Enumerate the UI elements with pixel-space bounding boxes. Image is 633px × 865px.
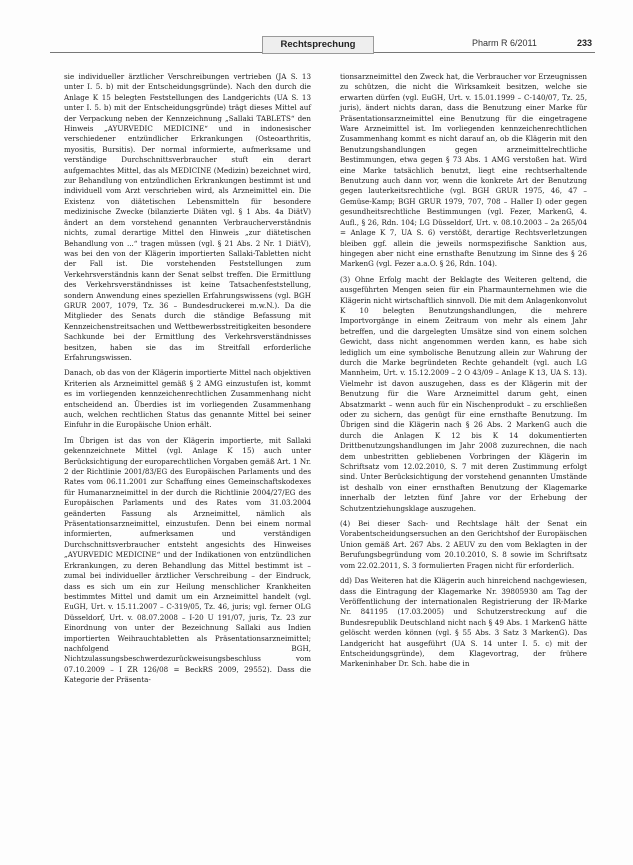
paragraph: sie individueller ärztlicher Verschreibungen vertrieben (JA S. 13 unter I. 5. b) mit der Entscheidungsgründe). Nach den durch die Anlage K 15 belegten Feststellungen des Landgerichts (UA S. 13 unter I. 5. b) mit der Entscheidungsgründe) trägt dieses Mittel auf der Verpackung neben der Kennzeichnung „Sallaki TABLETS“ den Hinweis „AYURVEDIC MEDICINE“ und in indonesischer verschiedener entzündlicher Erkrankungen (Osteoarthritis, myositis, Bursitis). Der normal informierte, aufmerksame und verständige Durchschnittsverbraucher stuft ein derart aufgemachtes Mittel, das als MEDICINE (Medizin) bezeichnet wird, zur Behandlung von entzündlichen Erkrankungen bestimmt ist und individuell vom Arzt verschrieben wird, als Arzneimittel ein. Die Existenz von diätetischen Lebensmitteln für besondere medizinische Zwecke (bilanzierte Diäten vgl. § 1 Abs. 4a DiätV) ändert an dem vorstehend genannten Verbraucherverständnis nichts, zumal derartige Mittel den Hinweis „zur diätetischen Behandlung von ...“ tragen müssen (vgl. § 21 Abs. 2 Nr. 1 DiätV), was bei den von der Klägerin importierten Sallaki-Tabletten nicht der Fall ist. Die vorstehenden Feststellungen zum Verkehrsverständnis kann der Senat selbst treffen. Die Ermittlung des Verkehrsverständnisses ist keine Tatsachenfeststellung, sondern Anwendung eines speziellen Erfahrungswissens (vgl. BGH GRUR 2007, 1079, Tz. 36 – Bundesdruckerei m.w.N.). Da die Mitglieder des Senats durch die ständige Befassung mit Kennzeichenstreitsachen und Wettbewerbsstreitigkeiten besondere Sachkunde bei der Ermittlung des Verkehrsverständnisses besitzen, haben sie das im Streitfall erforderliche Erfahrungswissen.: [64, 72, 311, 362]
page-number: 233: [577, 38, 593, 48]
left-column: [64, 72, 311, 686]
right-column: [340, 72, 587, 670]
page-header: [0, 36, 633, 54]
paragraph: (4) Bei dieser Sach- und Rechtslage hält der Senat ein Vorabentscheidungsersuchen an den Gerichtshof der Europäischen Union gemäß Art. 267 Abs. 2 AEUV zu den vom Beklagten in der Berufungsbegründung vom 20.10.2010, S. 8 sowie im Schriftsatz vom 22.02.2011, S. 3 formulierten Fragen nicht für erforderlich.: [340, 519, 587, 570]
section-title: Rechtsprechung: [262, 36, 374, 54]
paragraph: (3) Ohne Erfolg macht der Beklagte des Weiteren geltend, die ausgeführten Mengen seien für ein Pharmaunternehmen wie die Klägerin nicht wirtschaftlich sinnvoll. Die mit dem Anlagenkonvolut K 10 belegten Benutzungshandlungen, die mehrere Importvorgänge in einem Zeitraum von mehr als einem Jahr betreffen, und die dargelegten Umsätze sind von einem solchen Gewicht, dass nicht angenommen werden kann, es habe sich lediglich um eine symbolische Benutzung allein zur Wahrung der durch die Marke begründeten Rechte gehandelt (vgl. auch LG Mannheim, Urt. v. 15.12.2009 – 2 O 43/09 – Anlage K 13, UA S. 13). Vielmehr ist davon auszugehen, dass es der Klägerin mit der Benutzung für die Ware Arzneimittel darum geht, einen Absatzmarkt – wenn auch für ein Nischenprodukt – zu erschließen oder zu sichern, das genügt für eine ernsthafte Benutzung. Im Übrigen sind die Klägerin nach § 26 Abs. 2 MarkenG auch die durch die Anlagen K 12 bis K 14 dokumentierten Drittbenutzungshandlungen im Jahr 2008 zuzurechnen, die nach dem unbestritten gebliebenen Vorbringen der Klägerin im Schriftsatz vom 12.02.2010, S. 7 mit deren Zustimmung erfolgt sind. Unter Berücksichtigung der vorstehend genannten Umstände ist deshalb von einer ernsthaften Benutzung der Klagemarke innerhalb der letzten fünf Jahre vor der Erhebung der Schutzentziehungsklage auszugehen.: [340, 274, 587, 513]
journal-citation: Pharm R 6/2011: [472, 38, 537, 48]
paragraph: tionsarzneimittel den Zweck hat, die Verbraucher vor Erzeugnissen zu schützen, die nicht die Wirksamkeit besitzen, welche sie erwarten dürfen (vgl. EuGH, Urt. v. 15.01.1999 – C-140/07, Tz. 25, juris), ändert nichts daran, dass die Benutzung einer Marke für Präsentationsarzneimittel eine Benutzung für die eingetragene Ware Arzneimittel ist. Im vorliegenden kennzeichenrechtlichen Zusammenhang kommt es nicht darauf an, ob die Klägerin mit den Benutzungshandlungen gegen arzneimittelrechtliche Bestimmungen, etwa gegen § 73 Abs. 1 AMG verstoßen hat. Wird eine Marke tatsächlich benutzt, liegt eine rechtserhaltende Benutzung auch dann vor, wenn die konkrete Art der Benutzung gegen lauterkeitsrechtliche (vgl. BGH GRUR 1975, 46, 47 – Gemüse-Kamp; BGH GRUR 1979, 707, 708 – Haller I) oder gegen gesundheitsrechtliche Bestimmungen (vgl. Fezer, MarkenG, 4. Aufl., § 26, Rdn. 104; LG Düsseldorf, Urt. v. 08.10.2003 – 2a 265/04 = Anlage K 7, UA S. 6) verstößt, derartige Rechtsverletzungen bleiben ggf. allein die jeweils normspezifische Sanktion aus, hingegen aber nicht eine ernsthafte Benutzung im Sinne des § 26 MarkenG (vgl. Fezer a.a.O. § 26, Rdn. 104).: [340, 72, 587, 269]
paragraph: Danach, ob das von der Klägerin importierte Mittel nach objektiven Kriterien als Arzneimittel gemäß § 2 AMG einzustufen ist, kommt es im vorliegenden kennzeichenrechtlichen Zusammenhang nicht entscheidend an. Überdies ist im vorliegenden Zusammenhang auch, welchen rechtlichen Status das genannte Mittel bei seiner Einfuhr in die Europäische Union erhält.: [64, 368, 311, 430]
paragraph: dd) Das Weiteren hat die Klägerin auch hinreichend nachgewiesen, dass die Eintragung der Klagemarke Nr. 39805930 am Tag der Veröffentlichung der internationalen Registrierung der IR-Marke Nr. 841195 (17.03.2005) und Schutzerstreckung auf die Bundesrepublik Deutschland nicht nach § 49 Abs. 1 MarkenG hätte gelöscht werden können (vgl. § 55 Abs. 3 Satz 3 MarkenG). Das Landgericht hat ausgeführt (UA S. 14 unter I. 5. c) mit der Entscheidungsgründe), dem Klagevortrag, der frühere Markeninhaber Dr. Sch. habe die in: [340, 576, 587, 669]
paragraph: Im Übrigen ist das von der Klägerin importierte, mit Sallaki gekennzeichnete Mittel (vgl. Anlage K 15) auch unter Berücksichtigung der europarechtlichen Vorgaben gemäß Art. 1 Nr. 2 der Richtlinie 2001/83/EG des Europäischen Parlaments und des Rates vom 06.11.2001 zur Schaffung eines Gemeinschaftskodexes für Humanarzneimittel in der durch die Richtlinie 2004/27/EG des Europäischen Parlaments und des Rates vom 31.03.2004 geänderten Fassung als Arzneimittel, nämlich als Präsentationsarzneimittel, einzustufen. Denn bei einem normal informierten, aufmerksamen und verständigen Durchschnittsverbraucher entsteht angesichts des Hinweises „AYURVEDIC MEDICINE“ und der Indikationen von entzündlichen Erkrankungen, zu deren Behandlung das Mittel bestimmt ist – zumal bei individueller ärztlicher Verschreibung – der Eindruck, dass es sich um ein zur Heilung menschlicher Krankheiten bestimmtes Mittel und damit um ein Arzneimittel handelt (vgl. EuGH, Urt. v. 15.11.2007 – C-319/05, Tz. 46, juris; vgl. ferner OLG Düsseldorf, Urt. v. 08.07.2008 – I-20 U 191/07, juris, Tz. 23 zur Einordnung von unter der Bezeichnung Sallaki aus Indien importierten Weihrauchtabletten als Präsentationsarzneimittel; nachfolgend BGH, Nichtzulassungsbeschwerdezurückweisungsbeschluss vom 07.10.2009 – I ZR 126/08 = BeckRS 2009, 29552). Dass die Kategorie der Präsenta-: [64, 435, 311, 685]
